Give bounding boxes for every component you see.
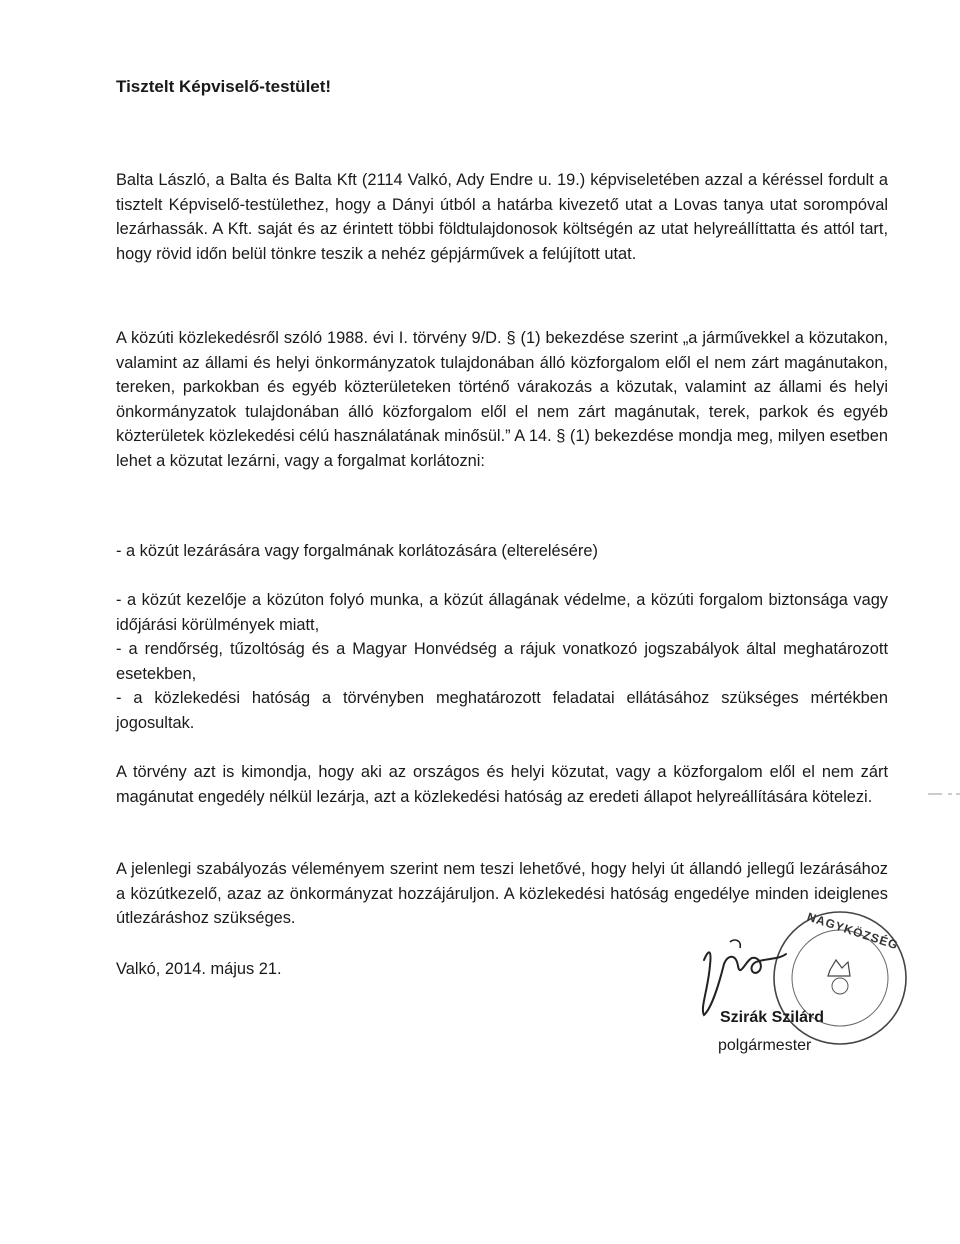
paragraph-request: Balta László, a Balta és Balta Kft (2114 Valkó, Ady Endre u. 19.) képviseletében azzal a kéréssel fordult a tisztelt Képviselő-testülethez, hogy a Dányi útból a határba kivezető utat a Lovas tanya utat sorompóval lezárhassák. A Kft. saját és az érintett többi földtulajdonosok költségén az utat helyreállíttatta és attól tart, hogy rövid időn belül tönkre teszik a nehéz gépjárművek a felújított utat. [116, 171, 888, 263]
signatory-name: Szirák Szilárd [720, 1009, 825, 1026]
salutation: Tisztelt Képviselő-testület! [116, 77, 332, 96]
list-item-closure: - a közút lezárására vagy forgalmának korlátozására (elterelésére) [116, 542, 598, 560]
paragraph-opinion: A jelenlegi szabályozás véleményem szerint nem teszi lehetővé, hogy helyi út állandó jellegű lezárásához a közútkezelő, azaz az önkormányzat hozzájáruljon. A közlekedési hatóság engedélye minden ideiglenes útlezáráshoz szükséges. [116, 860, 888, 928]
paragraph-law-quote: A közúti közlekedésről szóló 1988. évi I. törvény 9/D. § (1) bekezdése szerint „a járművekkel a közutakon, valamint az állami és helyi önkormányzatok tulajdonában álló közforgalom elől el nem zárt magánutakon, tereken, parkokban és egyéb közterületeken történő várakozás a közutak, valamint az állami és helyi önkormányzatok tulajdonában álló közforgalom elől el nem zárt magánutak, terek, parkok és egyéb közterületek közlekedési célú használatának minősül.” A 14. § (1) bekezdése mondja meg, milyen esetben lehet a közutat lezárni, vagy a forgalmat korlátozni: [116, 329, 888, 470]
signatory-title: polgármester [718, 1037, 812, 1054]
paragraph-obligation: A törvény azt is kimondja, hogy aki az országos és helyi közutat, vagy a közforgalom elől el nem zárt magánutat engedély nélkül lezárja, azt a közlekedési hatóság az eredeti állapot helyreállítására kötelezi. [116, 763, 888, 806]
date-line: Valkó, 2014. május 21. [116, 960, 282, 978]
margin-mark [928, 792, 960, 796]
list-authorized-parties: - a közút kezelője a közúton folyó munka, a közút állagának védelme, a közúti forgalom biztonsága vagy időjárási körülmények miatt, - a rendőrség, tűzoltóság és a Magyar Honvédség a rájuk vonatkozó jogszabályok által meghatározott esetekben, - a közlekedési hatóság a törvényben meghatározott feladatai ellátásához szükséges mértékben jogosultak. [116, 591, 888, 732]
stamp-lettering: NAGYKÖZSÉG [805, 909, 901, 953]
